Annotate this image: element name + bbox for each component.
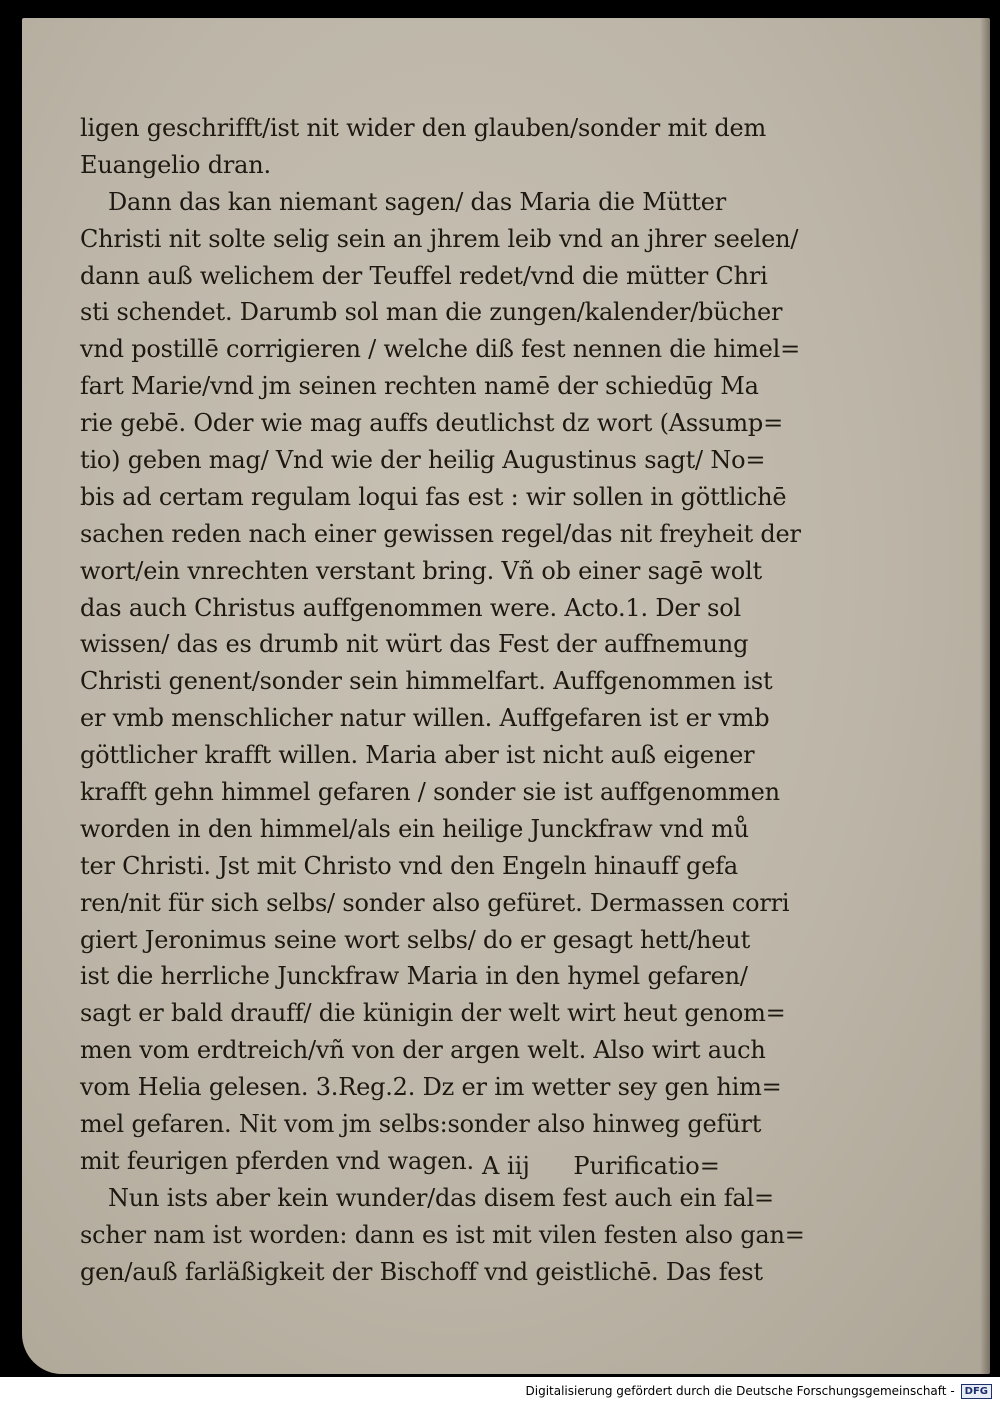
catchword: Purificatio= bbox=[573, 1152, 720, 1180]
text-line: göttlicher krafft willen. Maria aber ist nicht auß eigener bbox=[80, 741, 755, 770]
text-line: ren/nit für sich selbs/ sonder also gefüret. Dermassen corri bbox=[80, 888, 790, 917]
text-line: dann auß welichem der Teuffel redet/vnd die mütter Chri bbox=[80, 261, 768, 290]
text-line: sagt er bald drauff/ die künigin der welt wirt heut genom= bbox=[80, 999, 786, 1028]
text-line: vom Helia gelesen. 3.Reg.2. Dz er im wetter sey gen him= bbox=[80, 1073, 782, 1102]
text-line: tio) geben mag/ Vnd wie der heilig Augustinus sagt/ No= bbox=[80, 446, 766, 475]
text-line: fart Marie/vnd jm seinen rechten namē der schiedūg Ma bbox=[80, 372, 759, 401]
text-line: Dann das kan niemant sagen/ das Maria die Mütter bbox=[108, 187, 726, 216]
text-line: mel gefaren. Nit vom jm selbs:sonder also hinweg gefürt bbox=[80, 1110, 762, 1139]
text-line: bis ad certam regulam loqui fas est : wir sollen in göttlichē bbox=[80, 482, 787, 511]
text-line: Christi genent/sonder sein himmelfart. Auffgenommen ist bbox=[80, 667, 773, 696]
text-line: giert Jeronimus seine wort selbs/ do er gesagt hett/heut bbox=[80, 925, 751, 954]
text-line: wissen/ das es drumb nit würt das Fest der auffnemung bbox=[80, 630, 749, 659]
text-line: ligen geschrifft/ist nit wider den glauben/sonder mit dem bbox=[80, 114, 767, 142]
text-line: sti schendet. Darumb sol man die zungen/kalender/bücher bbox=[80, 298, 783, 327]
text-line: ist die herrliche Junckfraw Maria in den hymel gefaren/ bbox=[80, 962, 748, 991]
text-line: Euangelio dran. bbox=[80, 150, 271, 179]
text-line: gen/auß farläßigkeit der Bischoff vnd geistlichē. Das fest bbox=[80, 1257, 763, 1286]
text-line: Christi nit solte selig sein an jhrem leib vnd an jhrer seelen/ bbox=[80, 224, 799, 253]
signature-line bbox=[482, 1148, 842, 1184]
body-text bbox=[80, 110, 820, 1291]
text-line: das auch Christus auffgenommen were. Acto.1. Der sol bbox=[80, 593, 741, 622]
text-line: worden in den himmel/als ein heilige Junckfraw vnd mů bbox=[80, 814, 749, 843]
text-line: scher nam ist worden: dann es ist mit vilen festen also gan= bbox=[80, 1220, 805, 1249]
text-line: men vom erdtreich/vñ von der argen welt. Also wirt auch bbox=[80, 1036, 766, 1065]
text-line: krafft gehn himmel gefaren / sonder sie ist auffgenommen bbox=[80, 778, 780, 807]
text-line: Nun ists aber kein wunder/das disem fest auch ein fal= bbox=[108, 1183, 774, 1212]
text-line: vnd postillē corrigieren / welche diß fest nennen die himel= bbox=[80, 335, 801, 364]
dfg-logo: DFG bbox=[961, 1384, 992, 1399]
text-line: ter Christi. Jst mit Christo vnd den Engeln hinauff gefa bbox=[80, 851, 739, 880]
text-line: sachen reden nach einer gewissen regel/das nit freyheit der bbox=[80, 519, 801, 548]
text-line: mit feurigen pferden vnd wagen. bbox=[80, 1146, 474, 1175]
text-line: rie gebē. Oder wie mag auffs deutlichst dz wort (Assump= bbox=[80, 409, 783, 438]
scanned-page bbox=[22, 18, 990, 1374]
footer bbox=[526, 1379, 993, 1403]
text-line: wort/ein vnrechten verstant bring. Vñ ob einer sagē wolt bbox=[80, 556, 762, 585]
signature-mark: A iij bbox=[482, 1152, 530, 1180]
text-line: er vmb menschlicher natur willen. Auffgefaren ist er vmb bbox=[80, 704, 770, 733]
funding-notice: Digitalisierung gefördert durch die Deutsche Forschungsgemeinschaft - bbox=[525, 1384, 955, 1398]
